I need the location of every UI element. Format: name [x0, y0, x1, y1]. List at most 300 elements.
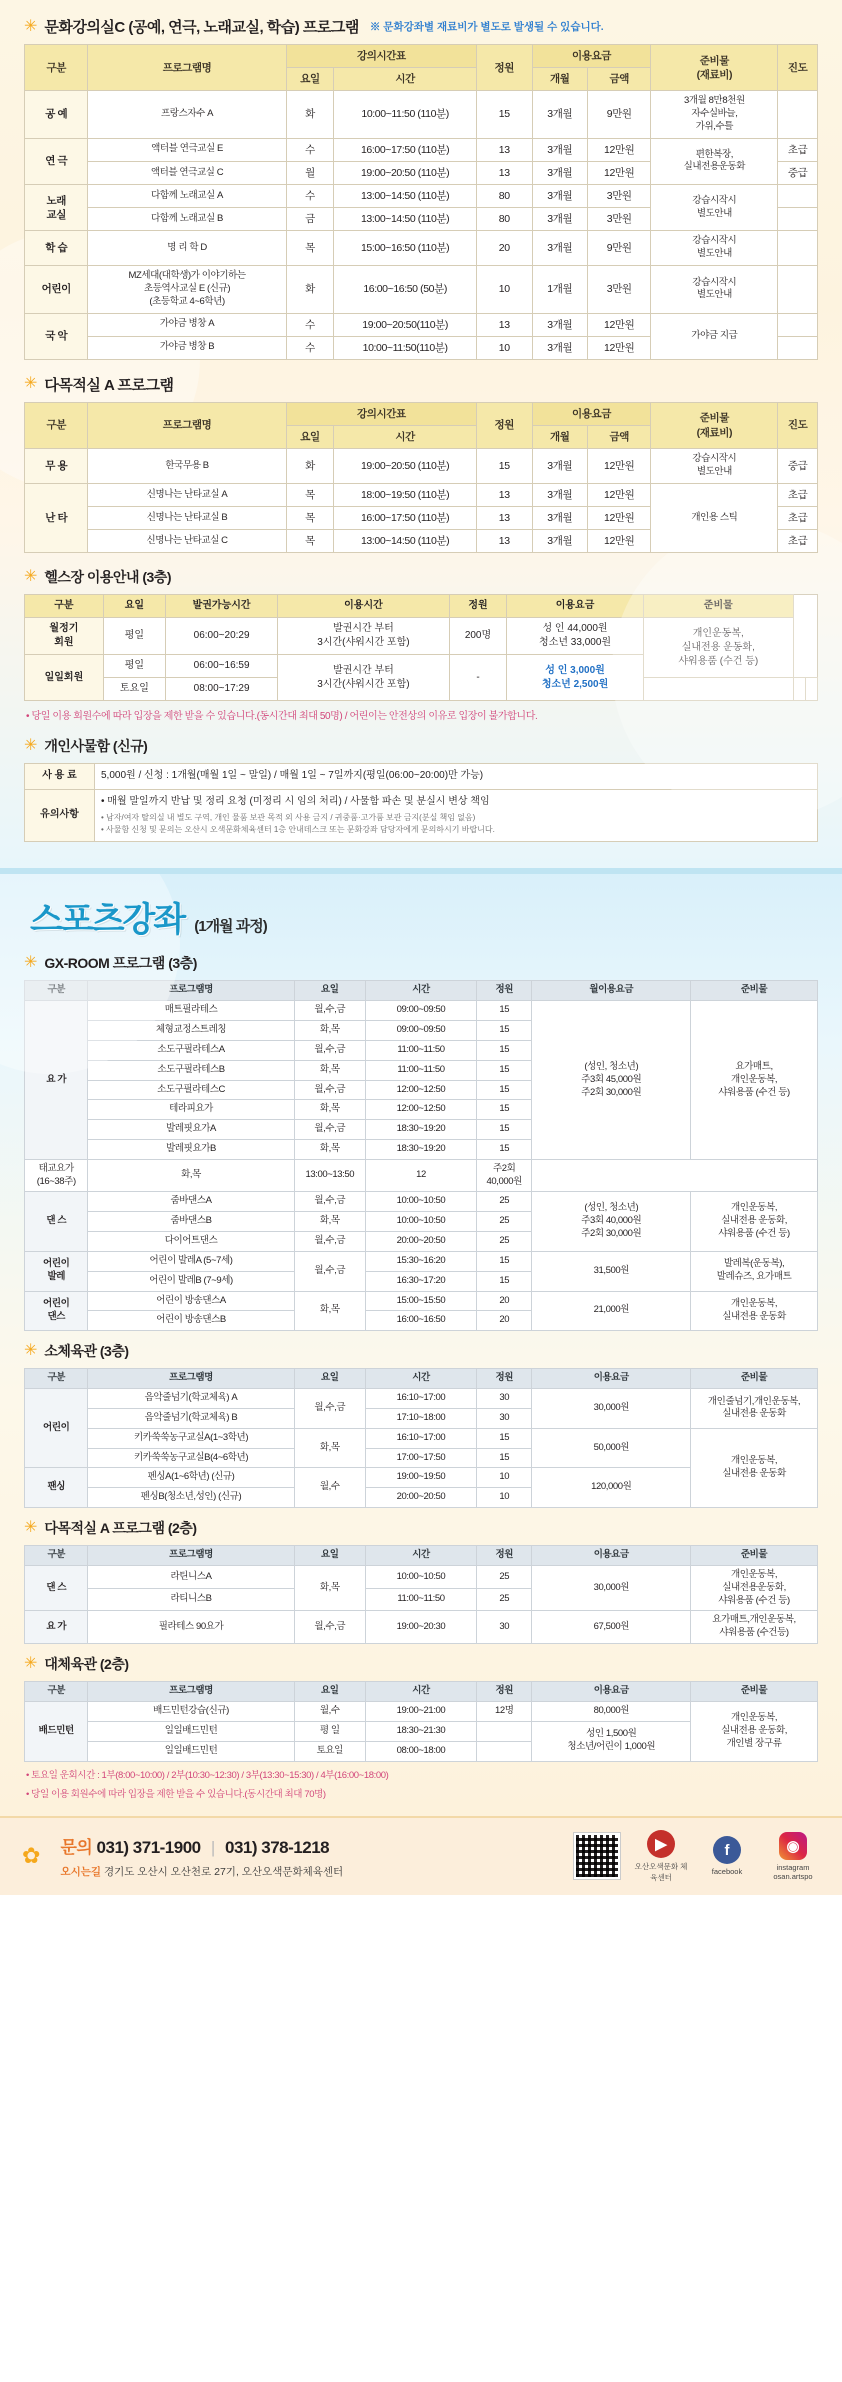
th-level: 진도	[778, 402, 818, 448]
cell-months: 3개월	[532, 185, 588, 208]
cell-capacity: 15	[477, 91, 533, 138]
cell-level: 중급	[778, 161, 818, 184]
cell-category: 요 가	[25, 1001, 88, 1160]
cell-label: 사 용 료	[25, 764, 95, 790]
cell-fee: 80,000원	[532, 1702, 691, 1722]
cell-capacity	[793, 678, 805, 701]
sns-instagram[interactable]	[766, 1832, 820, 1881]
cell-day: 월,수,금	[294, 1251, 365, 1291]
cell-material: 강습시작시 별도안내	[651, 185, 778, 231]
cell-capacity: 15	[476, 1100, 532, 1120]
cell-amount: 12만원	[588, 138, 651, 161]
cell-capacity: 15	[476, 1251, 532, 1271]
cell-day: 목	[286, 483, 334, 506]
table-health	[24, 594, 818, 701]
cell-category: 댄 스	[25, 1192, 88, 1251]
cell-prep: 발레복(운동복), 발레슈즈, 요가매트	[691, 1251, 818, 1291]
cell-use-time: 발권시간 부터 3시간(샤워시간 포함)	[278, 655, 449, 701]
section-header-gx	[24, 953, 818, 973]
brand-subtitle: (1개월 과정)	[194, 918, 267, 936]
column-header: 프로그램명	[88, 981, 294, 1001]
column-header: 월이용요금	[532, 981, 691, 1001]
footer	[0, 1816, 842, 1895]
cell-level	[778, 336, 818, 359]
cell-material: 강습시작시 별도안내	[651, 449, 778, 484]
cell-program: 줌바댄스B	[88, 1212, 294, 1232]
cell-member-type: 월정기 회원	[25, 618, 104, 655]
cell-program: 소도구필라테스B	[88, 1060, 294, 1080]
cell-program: 태교요가(16~38주)	[25, 1159, 88, 1192]
footer-tel-2[interactable]: 031) 378-1218	[225, 1838, 330, 1858]
th-time: 시간	[334, 68, 477, 91]
star-icon: ✳	[24, 568, 38, 586]
cell-capacity: 10	[476, 1468, 532, 1488]
table-row	[25, 138, 818, 161]
cell-program: 키카쑥쑥농구교실A(1~3학년)	[88, 1428, 294, 1448]
cell-level	[778, 266, 818, 313]
section-title: 헬스장 이용안내 (3층)	[44, 569, 171, 586]
cell-capacity: 10	[477, 266, 533, 313]
cell-subtext: • 남자/여자 탈의실 내 별도 구역, 개인 물품 보관 목적 외 사용 금지 / 귀중품·고가품 보관 금지(분실 책임 없음) • 사물함 신청 및 문의는 오산시 오색문화체육센터 1층 안내데스크 또는 문화강좌 담당자에게 문의하시기 바랍니다.	[101, 813, 495, 835]
cell-program: 어린이 발레B (7~9세)	[88, 1271, 294, 1291]
cell-category: 노래 교실	[25, 185, 88, 231]
table-multi-a-body	[25, 449, 818, 553]
table-row	[25, 1001, 818, 1021]
cell-program: 음악줄넘기(학교체육) A	[88, 1389, 294, 1409]
cell-prep: 개인줄넘기,개인운동복, 실내전용 운동화	[691, 1389, 818, 1429]
cell-material: 강습시작시 별도안내	[651, 231, 778, 266]
cell-program: 다함께 노래교실 A	[88, 185, 286, 208]
cell-day: 화	[286, 449, 334, 484]
sns-youtube[interactable]	[634, 1830, 688, 1883]
brand-title: 스포츠강좌	[30, 901, 185, 940]
cell-capacity: 10	[476, 1488, 532, 1508]
cell-program: 어린이 방송댄스A	[88, 1291, 294, 1311]
table-multi-a2	[24, 1545, 818, 1644]
cell-program: 한국무용 B	[88, 449, 286, 484]
table-row	[25, 91, 818, 138]
cell-time: 11:00~11:50	[365, 1060, 476, 1080]
footer-tel-1[interactable]: 031) 371-1900	[96, 1838, 201, 1858]
table-row	[25, 1611, 818, 1644]
cell-material: 가야금 지급	[651, 313, 778, 359]
column-header: 시간	[365, 1546, 476, 1566]
cell-time: 16:00~17:50 (110분)	[334, 138, 477, 161]
cell-prep: 개인운동복, 실내전용 운동화, 샤워용품 (수건 등)	[643, 618, 793, 678]
cell-day: 월,수	[294, 1468, 365, 1508]
cell-day: 평일	[103, 655, 165, 678]
cell-time: 16:10~17:00	[365, 1389, 476, 1409]
cell-day: 목	[286, 231, 334, 266]
sns-facebook-label: facebook	[711, 1867, 743, 1877]
cell-program: 펜싱B(청소년,성인) (신규)	[88, 1488, 294, 1508]
column-header: 이용요금	[532, 1546, 691, 1566]
th-time-group: 강의시간표	[286, 402, 476, 425]
cell-months: 3개월	[532, 208, 588, 231]
table-gx	[24, 980, 818, 1331]
cell-time: 19:00~21:00	[365, 1702, 476, 1722]
cell-capacity: 80	[477, 208, 533, 231]
cell-capacity: 13	[477, 483, 533, 506]
cell-day: 월,수,금	[294, 1389, 365, 1429]
cell-time: 11:00~11:50	[365, 1040, 476, 1060]
cell-time: 16:00~17:50 (110분)	[334, 507, 477, 530]
column-header: 준비물	[643, 595, 793, 618]
section-header-big-gym	[24, 1654, 818, 1674]
cell-prep: 개인운동복, 실내전용 운동화	[691, 1428, 818, 1507]
cell-time: 13:00~14:50 (110분)	[334, 185, 477, 208]
cell-material: 개인용 스틱	[651, 483, 778, 553]
cell-time: 09:00~09:50	[365, 1001, 476, 1021]
cell-time: 15:00~16:50 (110분)	[334, 231, 477, 266]
cell-day: 화,목	[294, 1566, 365, 1611]
column-header: 구분	[25, 981, 88, 1001]
footer-address-label: 오시는길	[60, 1866, 102, 1879]
cell-fee: 성인 1,500원 청소년/어린이 1,000원	[532, 1721, 691, 1761]
flower-icon: ✿	[22, 1843, 41, 1869]
cell-prep: 개인운동복, 실내전용 운동화, 샤워용품 (수건 등)	[691, 1192, 818, 1251]
cell-time: 10:00~10:50	[365, 1212, 476, 1232]
cell-capacity: 13	[477, 507, 533, 530]
cell-time: 17:00~17:50	[365, 1448, 476, 1468]
column-header: 정원	[476, 1682, 532, 1702]
column-header: 구분	[25, 1682, 88, 1702]
cell-time: 10:00~11:50 (110분)	[334, 91, 477, 138]
cell-day: 월,수	[294, 1702, 365, 1722]
health-note: • 당일 이용 회원수에 따라 입장을 제한 받을 수 있습니다.(동시간대 최대 50명) / 어린이는 안전상의 이유로 입장이 불가합니다.	[26, 711, 538, 723]
section-title: 다목적실 A 프로그램 (2층)	[44, 1520, 197, 1537]
cell-months: 1개월	[532, 266, 588, 313]
cell-months: 3개월	[532, 231, 588, 266]
cell-program: 가야금 병창 A	[88, 313, 286, 336]
cell-use-time: 발권시간 부터 3시간(샤워시간 포함)	[278, 618, 449, 655]
th-day: 요일	[286, 426, 334, 449]
cell-time: 10:00~10:50	[365, 1192, 476, 1212]
section-title: GX-ROOM 프로그램 (3층)	[44, 955, 197, 972]
cell-capacity: 15	[476, 1448, 532, 1468]
qr-code[interactable]	[574, 1833, 620, 1879]
cell-day: 월,수,금	[294, 1232, 365, 1252]
cell-capacity: 13	[477, 161, 533, 184]
cell-level: 초급	[778, 507, 818, 530]
table-big-gym-head	[25, 1682, 818, 1702]
column-header: 정원	[476, 1369, 532, 1389]
youtube-icon: ▶	[647, 1830, 675, 1858]
cell-capacity: 20	[476, 1291, 532, 1311]
column-header: 준비물	[691, 1682, 818, 1702]
cell-category: 난 타	[25, 483, 88, 553]
table-row	[25, 231, 818, 266]
cell-capacity: 200명	[449, 618, 507, 655]
cell-fee	[805, 678, 817, 701]
star-icon: ✳	[24, 737, 38, 755]
column-header: 준비물	[691, 1546, 818, 1566]
cell-capacity: -	[449, 655, 507, 701]
cell-time: 08:00~18:00	[365, 1741, 476, 1761]
table-multi-a2-head	[25, 1546, 818, 1566]
table-big-gym-body	[25, 1702, 818, 1761]
cell-time: 16:00~16:50 (50분)	[334, 266, 477, 313]
cell-months: 3개월	[532, 313, 588, 336]
cell-time: 17:10~18:00	[365, 1408, 476, 1428]
cell-amount: 3만원	[588, 185, 651, 208]
cell-amount: 3만원	[588, 266, 651, 313]
cell-capacity: 15	[476, 1021, 532, 1041]
th-amount: 금액	[588, 426, 651, 449]
cell-amount: 12만원	[588, 507, 651, 530]
column-header: 이용시간	[278, 595, 449, 618]
cell-capacity: 13	[477, 530, 533, 553]
table-health-head	[25, 595, 818, 618]
cell-time: 13:00~14:50 (110분)	[334, 208, 477, 231]
table-row	[25, 266, 818, 313]
cell-prep: 요가매트, 개인운동복, 샤워용품 (수건 등)	[691, 1001, 818, 1160]
footer-address-row	[60, 1864, 560, 1879]
cell-capacity: 12	[365, 1159, 476, 1192]
cell-amount: 9만원	[588, 231, 651, 266]
cell-fee: 50,000원	[532, 1428, 691, 1468]
cell-program: 줌바댄스A	[88, 1192, 294, 1212]
column-header: 프로그램명	[88, 1546, 294, 1566]
cell-time: 12:00~12:50	[365, 1080, 476, 1100]
table-gx-body	[25, 1001, 818, 1331]
table-row	[25, 1566, 818, 1589]
table-row	[25, 483, 818, 506]
footer-contact	[60, 1833, 560, 1879]
cell-day: 화,목	[294, 1021, 365, 1041]
cell-fee: 67,500원	[532, 1611, 691, 1644]
cell-time: 19:00~19:50	[365, 1468, 476, 1488]
section-title: 대체육관 (2층)	[44, 1656, 129, 1673]
cell-day: 화,목	[294, 1060, 365, 1080]
cell-member-type: 일일회원	[25, 655, 104, 701]
cell-ticket-time: 06:00~20:29	[165, 618, 277, 655]
table-locker-body	[25, 764, 818, 842]
cell-program: 필라테스 90요가	[88, 1611, 294, 1644]
cell-day: 목	[286, 507, 334, 530]
cell-day: 목	[286, 530, 334, 553]
cell-capacity: 13	[477, 313, 533, 336]
table-row	[25, 1702, 818, 1722]
cell-months: 3개월	[532, 161, 588, 184]
th-gubun: 구분	[25, 402, 88, 448]
cell-category: 공 예	[25, 91, 88, 138]
column-header: 구분	[25, 1369, 88, 1389]
cell-program: 발레핏요가A	[88, 1120, 294, 1140]
cell-day: 금	[286, 208, 334, 231]
cell-capacity: 20	[476, 1311, 532, 1331]
cell-day: 월,수,금	[294, 1192, 365, 1212]
cell-time: 19:00~20:50(110분)	[334, 313, 477, 336]
column-header: 정원	[476, 981, 532, 1001]
cell-level: 초급	[778, 138, 818, 161]
cell-fee: 21,000원	[532, 1291, 691, 1331]
culture-section	[0, 0, 842, 868]
cell-category: 어린이	[25, 1389, 88, 1468]
cell-time: 10:00~11:50(110분)	[334, 336, 477, 359]
cell-amount: 12만원	[588, 313, 651, 336]
cell-capacity: 15	[476, 1140, 532, 1160]
cell-level: 중급	[778, 449, 818, 484]
cell-capacity: 25	[476, 1232, 532, 1252]
cell-time: 10:00~10:50	[365, 1566, 476, 1589]
cell-ticket-time: 06:00~16:59	[165, 655, 277, 678]
cell-fee: 주2회 40,000원	[476, 1159, 532, 1192]
cell-day: 월,수,금	[294, 1040, 365, 1060]
cell-amount: 12만원	[588, 530, 651, 553]
cell-day: 월,수,금	[294, 1611, 365, 1644]
cell-amount: 3만원	[588, 208, 651, 231]
cell-capacity: 12명	[476, 1702, 532, 1722]
cell-capacity: 25	[476, 1192, 532, 1212]
column-header: 요일	[294, 1682, 365, 1702]
cell-level: 초급	[778, 483, 818, 506]
cell-material: 3개월 8만8천원 자수실바늘, 가위,수틀	[651, 91, 778, 138]
table-row	[25, 1389, 818, 1409]
cell-capacity	[476, 1721, 532, 1741]
cell-time: 20:00~20:50	[365, 1232, 476, 1252]
column-header: 시간	[365, 1369, 476, 1389]
table-multi-a	[24, 402, 818, 553]
cell-time: 15:30~16:20	[365, 1251, 476, 1271]
cell-use-time	[643, 678, 793, 701]
cell-day: 수	[286, 336, 334, 359]
cell-time: 15:00~15:50	[365, 1291, 476, 1311]
th-months: 개월	[532, 68, 588, 91]
column-header: 이용요금	[532, 1369, 691, 1389]
table-row	[25, 618, 818, 655]
instagram-icon: ◉	[779, 1832, 807, 1860]
th-time-group: 강의시간표	[286, 45, 476, 68]
column-header: 시간	[365, 981, 476, 1001]
column-header: 준비물	[691, 1369, 818, 1389]
footer-address: 경기도 오산시 오산천로 27기, 오산오색문화체육센터	[103, 1866, 344, 1879]
cell-fee: 30,000원	[532, 1389, 691, 1429]
cell-program: 액터블 연극교실 C	[88, 161, 286, 184]
star-icon: ✳	[24, 1519, 38, 1537]
cell-capacity: 15	[476, 1428, 532, 1448]
column-header: 프로그램명	[88, 1682, 294, 1702]
cell-prep: 개인운동복, 실내전용 운동화, 개인별 장구류	[691, 1702, 818, 1761]
cell-amount: 9만원	[588, 91, 651, 138]
cell-time: 16:00~16:50	[365, 1311, 476, 1331]
cell-capacity: 15	[476, 1271, 532, 1291]
column-header: 준비물	[691, 981, 818, 1001]
cell-level	[778, 91, 818, 138]
cell-capacity: 15	[476, 1040, 532, 1060]
table-row	[25, 764, 818, 790]
cell-prep: 개인운동복, 실내전용 운동화	[691, 1291, 818, 1331]
cell-months: 3개월	[532, 91, 588, 138]
th-fee-group: 이용요금	[532, 402, 651, 425]
cell-level	[778, 231, 818, 266]
cell-program: 매트필라테스	[88, 1001, 294, 1021]
cell-capacity: 20	[477, 231, 533, 266]
th-program: 프로그램명	[88, 402, 286, 448]
th-material: 준비물 (재료비)	[651, 45, 778, 91]
th-amount: 금액	[588, 68, 651, 91]
table-locker	[24, 763, 818, 842]
cell-capacity	[476, 1741, 532, 1761]
cell-category: 어린이 발레	[25, 1251, 88, 1291]
cell-category: 학 습	[25, 231, 88, 266]
cell-time: 11:00~11:50	[365, 1588, 476, 1611]
cell-time: 19:00~20:50 (110분)	[334, 449, 477, 484]
cell-day: 화	[286, 91, 334, 138]
cell-program: 배드민턴강습(신규)	[88, 1702, 294, 1722]
table-small-gym-body	[25, 1389, 818, 1508]
table-culture-c-body	[25, 91, 818, 360]
table-row	[25, 313, 818, 336]
th-day: 요일	[286, 68, 334, 91]
cell-day: 화,목	[294, 1428, 365, 1468]
cell-months: 3개월	[532, 336, 588, 359]
table-culture-c	[24, 44, 818, 360]
sns-facebook[interactable]	[700, 1836, 754, 1876]
cell-level	[778, 208, 818, 231]
cell-months: 3개월	[532, 483, 588, 506]
cell-capacity: 30	[476, 1611, 532, 1644]
column-header: 구분	[25, 1546, 88, 1566]
section-header-health	[24, 567, 818, 587]
table-small-gym-head	[25, 1369, 818, 1389]
column-header: 요일	[294, 1546, 365, 1566]
cell-program: 어린이 발레A (5~7세)	[88, 1251, 294, 1271]
table-health-body	[25, 618, 818, 701]
section-header-small-gym	[24, 1341, 818, 1361]
table-row	[25, 1192, 818, 1212]
cell-category: 댄 스	[25, 1566, 88, 1611]
cell-capacity: 80	[477, 185, 533, 208]
section-header-locker	[24, 736, 818, 756]
cell-months: 3개월	[532, 530, 588, 553]
th-fee-group: 이용요금	[532, 45, 651, 68]
section-header-multi-a	[24, 374, 818, 395]
cell-capacity: 15	[476, 1001, 532, 1021]
cell-program: 액터블 연극교실 E	[88, 138, 286, 161]
section-title: 문화강의실C (공예, 연극, 노래교실, 학습) 프로그램	[44, 19, 359, 36]
section-title: 소체육관 (3층)	[44, 1343, 129, 1360]
cell-capacity: 25	[476, 1566, 532, 1589]
cell-program: 소도구필라테스C	[88, 1080, 294, 1100]
cell-time: 09:00~09:50	[365, 1021, 476, 1041]
cell-day: 수	[286, 185, 334, 208]
cell-level	[778, 185, 818, 208]
cell-program: 다함께 노래교실 B	[88, 208, 286, 231]
sports-brand	[30, 892, 818, 941]
cell-day: 화,목	[294, 1212, 365, 1232]
cell-program: MZ세대(대학생)가 이야기하는 초등역사교실 E (신규) (초등학교 4~6학년)	[88, 266, 286, 313]
cell-day: 월,수,금	[294, 1120, 365, 1140]
cell-ticket-time: 08:00~17:29	[165, 678, 277, 701]
column-header: 이용요금	[532, 1682, 691, 1702]
cell-day: 평일	[103, 618, 165, 655]
table-row	[25, 185, 818, 208]
sns-instagram-label: instagram osan.artspo	[773, 1862, 813, 1881]
cell-capacity: 15	[477, 449, 533, 484]
cell-fee: 30,000원	[532, 1566, 691, 1611]
cell-material: 강습시작시 별도안내	[651, 266, 778, 313]
cell-program: 명 리 학 D	[88, 231, 286, 266]
cell-capacity: 30	[476, 1408, 532, 1428]
th-capacity: 정원	[477, 45, 533, 91]
section-note: ※ 문화강좌별 재료비가 별도로 발생될 수 있습니다.	[369, 21, 604, 33]
cell-prep: 개인운동복, 실내전용운동화, 샤워용품 (수건 등)	[691, 1566, 818, 1611]
star-icon: ✳	[24, 1655, 38, 1673]
table-row	[25, 655, 818, 678]
cell-day: 수	[286, 313, 334, 336]
sports-section	[0, 874, 842, 1815]
